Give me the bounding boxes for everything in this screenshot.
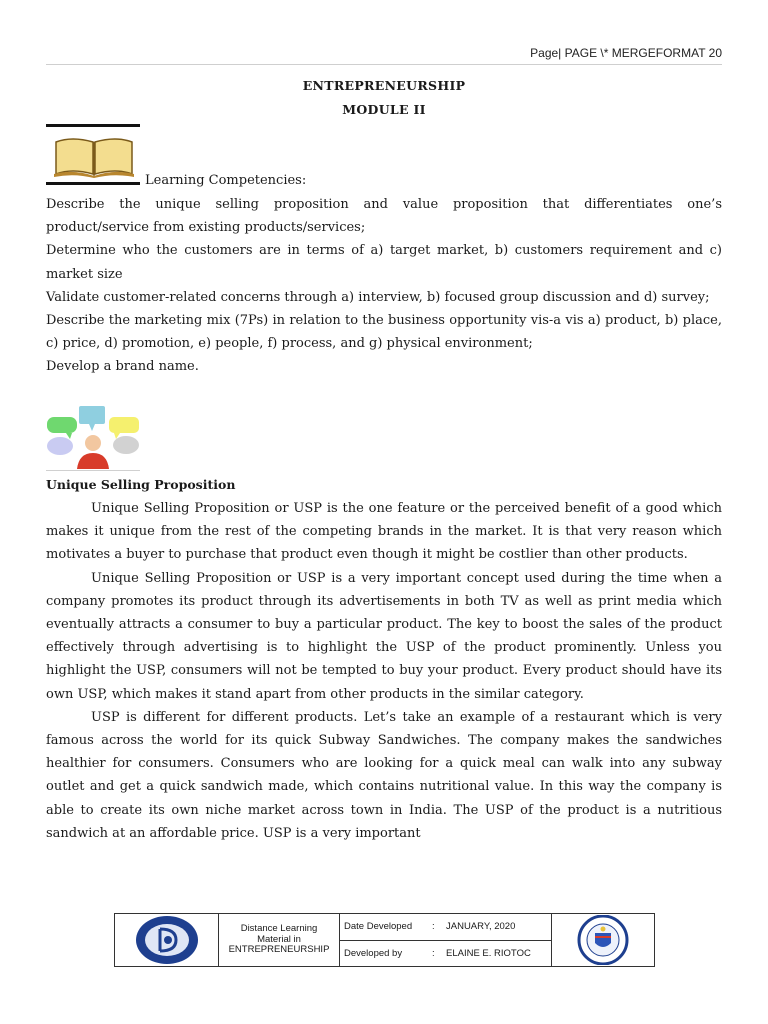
- book-rule-top: [46, 124, 140, 127]
- module-subtitle: MODULE II: [342, 102, 426, 117]
- usp-paragraph: Unique Selling Proposition or USP is the one feature or the perceived benefit of a good which makes it unique from the rest of the competing brands in the market. It is that very reason which motivates a buyer to purchase that product even though it might be costlier than other products.: [46, 501, 722, 563]
- footer-table: [114, 913, 655, 967]
- developer-separator: :: [432, 947, 435, 959]
- developer-row: [340, 940, 551, 967]
- competency-item: Validate customer-related concerns through a) interview, b) focused group discussion and d) survey;: [46, 289, 710, 305]
- competencies-list: [46, 193, 722, 379]
- deped-seal-logo: [552, 914, 654, 966]
- developer-value: ELAINE E. RIOTOC: [446, 947, 531, 959]
- usp-body: [46, 497, 722, 845]
- date-row: [340, 914, 551, 940]
- header-divider: [46, 64, 722, 65]
- developer-label: Developed by: [344, 947, 403, 959]
- competency-item: Determine who the customers are in terms of a) target market, b) customers requirement and c) market size: [46, 243, 722, 282]
- document-title: ENTREPRENEURSHIP: [302, 78, 466, 93]
- open-book-icon: [52, 134, 136, 178]
- date-separator: :: [432, 921, 435, 933]
- competencies-label: Learning Competencies:: [145, 173, 307, 188]
- material-description: Distance Learning Material in ENTREPRENEURSHIP: [219, 914, 340, 966]
- book-rule-bottom: [46, 182, 140, 185]
- usp-paragraph: USP is different for different products. Let’s take an example of a restaurant which is very famous across the world for its quick Subway Sandwiches. The company makes the sandwiches healthier for consumers. Consumers who are looking for a quick meal can walk into any subway outlet and get a quick sandwich made, which contains nutritional value. In this way the company is able to create its own niche market across town in India. The USP of the product is a nutritious sandwich at an affordable price. USP is a very important: [46, 709, 722, 841]
- data-center-logo: [115, 914, 219, 966]
- discussion-icon: [46, 405, 140, 471]
- usp-heading: Unique Selling Proposition: [46, 477, 236, 492]
- date-label: Date Developed: [344, 921, 413, 933]
- competency-item: Describe the unique selling proposition and value proposition that differentiates one’s product/service from existing products/services;: [46, 197, 722, 236]
- competency-item: Develop a brand name.: [46, 359, 199, 375]
- icon-divider: [46, 470, 140, 471]
- footer-info: [340, 914, 552, 966]
- competency-item: Describe the marketing mix (7Ps) in relation to the business opportunity vis-a vis a) product, b) place, c) price, d) promotion, e) people, f) process, and g) physical environment;: [46, 313, 722, 352]
- date-value: JANUARY, 2020: [446, 921, 516, 933]
- usp-paragraph: Unique Selling Proposition or USP is a very important concept used during the time when a company promotes its product through its advertisements in both TV as well as print media which eventually attracts a consumer to buy a particular product. The key to boost the sales of the product effectively through advertising is to highlight the USP of the product prominently. Unless you highlight the USP, consumers will not be tempted to buy your product. Every product should have its own USP, which makes it stand apart from other products in the similar category.: [46, 570, 722, 702]
- page-header-field: Page| PAGE \* MERGEFORMAT 20: [530, 46, 722, 60]
